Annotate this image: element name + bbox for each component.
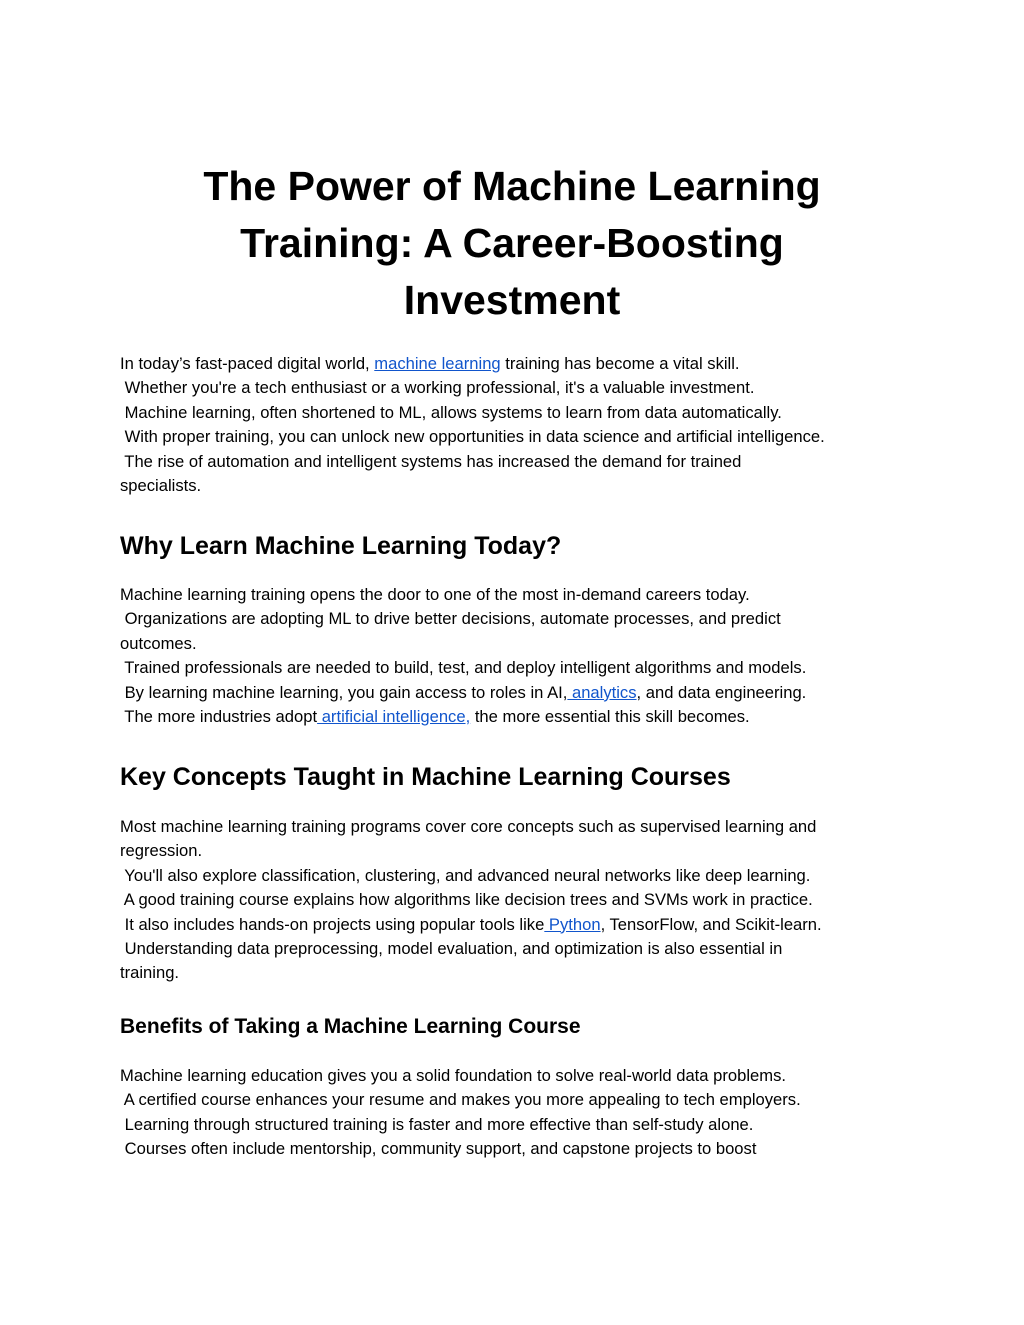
why-section	[120, 531, 920, 561]
intro-line-4: With proper training, you can unlock new opportunities in data science and artificial intelligence.	[120, 427, 825, 447]
concepts-paragraph	[120, 815, 920, 986]
benefits-line-2: A certified course enhances your resume and makes you more appealing to tech employers.	[120, 1090, 801, 1110]
concepts-heading: Key Concepts Taught in Machine Learning Courses	[120, 763, 731, 791]
benefits-body	[120, 1064, 920, 1162]
why-heading: Why Learn Machine Learning Today?	[120, 532, 562, 560]
why-line-5-text-a: By learning machine learning, you gain access to roles in AI,	[120, 682, 568, 702]
intro-paragraph	[120, 352, 920, 498]
why-line-6-text-a: The more industries adopt	[120, 707, 318, 727]
benefits-heading: Benefits of Taking a Machine Learning Course	[120, 1015, 581, 1038]
title-line-2: Training: A Career-Boosting	[240, 220, 784, 266]
title-line-3: Investment	[403, 277, 621, 323]
intro-section	[120, 352, 920, 498]
analytics-link[interactable]: analytics	[567, 682, 637, 702]
why-line-2: Organizations are adopting ML to drive better decisions, automate processes, and predict	[120, 609, 781, 629]
why-paragraph	[120, 583, 920, 729]
benefits-paragraph	[120, 1064, 920, 1162]
intro-line-1-text-b: training has become a vital skill.	[500, 354, 740, 373]
benefits-line-4: Courses often include mentorship, community support, and capstone projects to boost	[120, 1139, 757, 1159]
intro-line-3: Machine learning, often shortened to ML, allows systems to learn from data automatically.	[120, 402, 782, 422]
why-line-5	[120, 681, 920, 705]
concepts-line-1: Most machine learning training programs cover core concepts such as supervised learning and	[120, 817, 817, 836]
python-link[interactable]: Python	[544, 914, 601, 934]
why-line-6-text-b: the more essential this skill becomes.	[470, 707, 750, 727]
concepts-line-5-text-a: It also includes hands-on projects using popular tools like	[120, 914, 545, 934]
concepts-line-2: regression.	[120, 841, 203, 861]
concepts-line-5-text-b: , TensorFlow, and Scikit-learn.	[600, 914, 822, 934]
why-line-6	[120, 705, 920, 729]
benefits-line-3: Learning through structured training is faster and more effective than self-study alone.	[120, 1114, 754, 1134]
artificial-intelligence-link[interactable]: artificial intelligence,	[317, 707, 471, 727]
concepts-line-4: A good training course explains how algorithms like decision trees and SVMs work in practice.	[120, 890, 813, 910]
concepts-line-3: You'll also explore classification, clustering, and advanced neural networks like deep learning.	[120, 865, 811, 885]
concepts-body	[120, 815, 920, 986]
concepts-line-5	[120, 913, 920, 937]
benefits-line-1: Machine learning education gives you a solid foundation to solve real-world data problems.	[120, 1066, 786, 1085]
why-line-3: outcomes.	[120, 633, 197, 653]
machine-learning-link[interactable]: machine learning	[374, 354, 501, 373]
why-line-5-text-b: , and data engineering.	[636, 682, 807, 702]
concepts-section	[120, 762, 920, 792]
concepts-line-6: Understanding data preprocessing, model evaluation, and optimization is also essential in	[120, 939, 783, 959]
intro-line-1	[120, 352, 920, 376]
intro-line-5: The rise of automation and intelligent systems has increased the demand for trained	[120, 451, 742, 471]
intro-line-6: specialists.	[120, 476, 202, 496]
page-title	[120, 158, 904, 329]
benefits-section	[120, 1014, 920, 1040]
title-line-1: The Power of Machine Learning	[203, 163, 821, 209]
intro-line-1-text-a: In today’s fast-paced digital world,	[120, 354, 375, 373]
intro-line-2: Whether you're a tech enthusiast or a working professional, it's a valuable investment.	[120, 378, 755, 398]
concepts-line-7: training.	[120, 963, 180, 983]
why-line-4: Trained professionals are needed to build, test, and deploy intelligent algorithms and models.	[120, 658, 807, 678]
why-line-1: Machine learning training opens the door to one of the most in-demand careers today.	[120, 585, 750, 604]
why-body	[120, 583, 920, 729]
